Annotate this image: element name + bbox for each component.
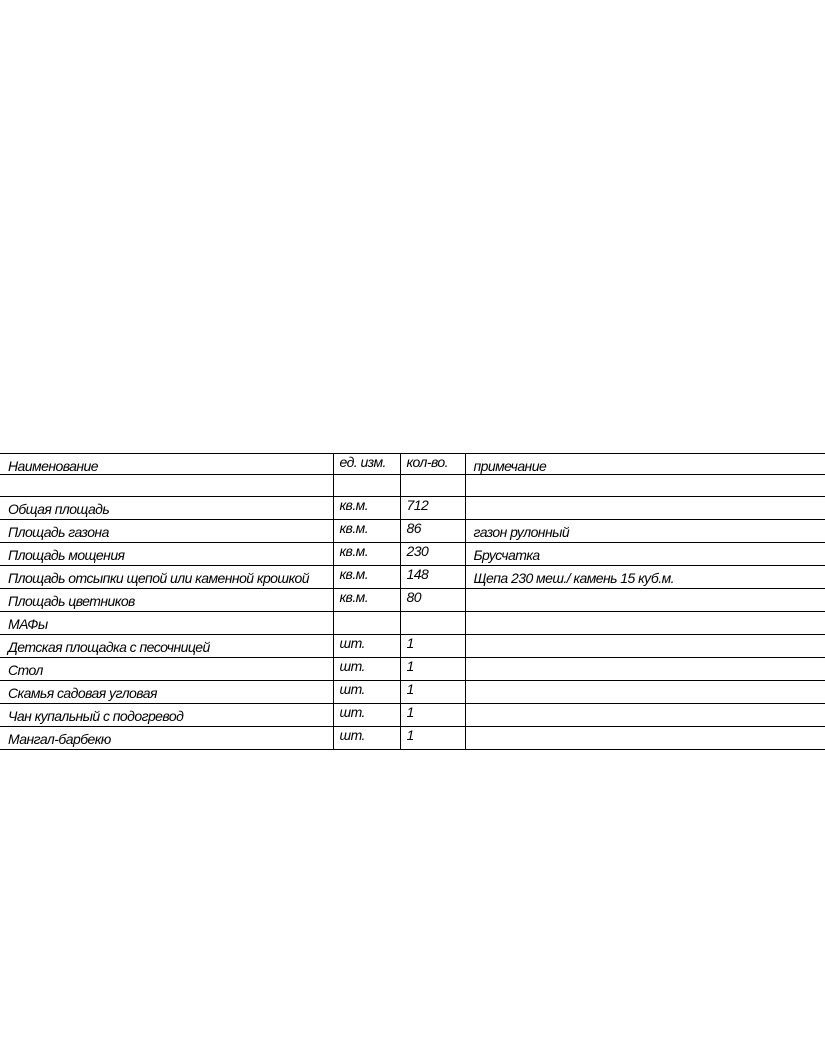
table-row	[0, 475, 825, 497]
note-cell	[465, 704, 825, 727]
table-body	[0, 454, 825, 750]
name-text: Общая площадь	[8, 501, 110, 517]
name-text: Скамья садовая угловая	[8, 685, 157, 701]
specification-table	[0, 453, 825, 750]
unit-cell	[333, 612, 400, 635]
qty-text: 86	[406, 520, 421, 536]
note-cell	[465, 475, 825, 497]
qty-cell	[400, 497, 465, 520]
table-row	[0, 704, 825, 727]
header-unit-cell	[333, 454, 400, 475]
qty-text: 1	[406, 681, 414, 697]
qty-text: 1	[406, 658, 414, 674]
qty-cell	[400, 520, 465, 543]
unit-cell	[333, 727, 400, 750]
qty-text: 1	[406, 727, 414, 743]
qty-cell	[400, 681, 465, 704]
note-cell	[465, 520, 825, 543]
unit-cell	[333, 520, 400, 543]
table-header-row	[0, 454, 825, 475]
qty-cell	[400, 658, 465, 681]
note-cell	[465, 681, 825, 704]
unit-text: шт.	[339, 635, 365, 651]
unit-cell	[333, 681, 400, 704]
name-text: Площадь газона	[8, 524, 109, 540]
table-row	[0, 589, 825, 612]
name-text: Площадь цветников	[8, 593, 135, 609]
qty-text: 148	[406, 566, 429, 582]
unit-text: кв.м.	[339, 543, 369, 559]
note-text: Брусчатка	[473, 547, 540, 563]
note-cell	[465, 727, 825, 750]
note-cell	[465, 635, 825, 658]
name-cell	[0, 681, 333, 704]
unit-text: кв.м.	[339, 589, 369, 605]
qty-cell	[400, 635, 465, 658]
table-row	[0, 520, 825, 543]
name-text: Площадь мощения	[8, 547, 125, 563]
table-row	[0, 497, 825, 520]
name-text: МАФы	[8, 616, 48, 632]
name-cell	[0, 475, 333, 497]
note-cell	[465, 658, 825, 681]
header-qty-cell	[400, 454, 465, 475]
unit-cell	[333, 566, 400, 589]
name-cell	[0, 543, 333, 566]
unit-cell	[333, 635, 400, 658]
unit-text: шт.	[339, 704, 365, 720]
unit-cell	[333, 589, 400, 612]
qty-cell	[400, 727, 465, 750]
note-cell	[465, 589, 825, 612]
qty-cell	[400, 612, 465, 635]
unit-cell	[333, 543, 400, 566]
note-cell	[465, 497, 825, 520]
unit-text: шт.	[339, 681, 365, 697]
name-cell	[0, 520, 333, 543]
unit-text: кв.м.	[339, 520, 369, 536]
name-text: Площадь отсыпки щепой или каменной крошкой	[8, 570, 310, 586]
note-cell	[465, 566, 825, 589]
note-text: газон рулонный	[473, 524, 570, 540]
name-text: Детская площадка с песочницей	[8, 639, 210, 655]
table-row	[0, 635, 825, 658]
qty-cell	[400, 566, 465, 589]
header-name-cell	[0, 454, 333, 475]
qty-text: 80	[406, 589, 421, 605]
table-row	[0, 543, 825, 566]
unit-cell	[333, 704, 400, 727]
unit-cell	[333, 497, 400, 520]
qty-text: 1	[406, 635, 414, 651]
header-name: Наименование	[8, 458, 99, 474]
name-cell	[0, 704, 333, 727]
unit-text: шт.	[339, 658, 365, 674]
qty-text: 1	[406, 704, 414, 720]
qty-text: 712	[406, 497, 429, 513]
unit-text: шт.	[339, 727, 365, 743]
name-cell	[0, 635, 333, 658]
unit-cell	[333, 475, 400, 497]
header-unit: ед. изм.	[339, 454, 386, 470]
name-cell	[0, 612, 333, 635]
name-text: Стол	[8, 662, 43, 678]
note-cell	[465, 543, 825, 566]
qty-cell	[400, 543, 465, 566]
header-note-cell	[465, 454, 825, 475]
table-row	[0, 681, 825, 704]
name-cell	[0, 566, 333, 589]
name-text: Мангал-барбекю	[8, 731, 111, 747]
table-row	[0, 658, 825, 681]
name-cell	[0, 589, 333, 612]
qty-cell	[400, 475, 465, 497]
table-row	[0, 566, 825, 589]
qty-cell	[400, 589, 465, 612]
unit-text: кв.м.	[339, 566, 369, 582]
header-qty: кол-во.	[406, 454, 448, 470]
note-cell	[465, 612, 825, 635]
unit-text: кв.м.	[339, 497, 369, 513]
name-cell	[0, 727, 333, 750]
qty-text: 230	[406, 543, 429, 559]
note-text: Щепа 230 меш./ камень 15 куб.м.	[473, 570, 674, 586]
unit-cell	[333, 658, 400, 681]
header-note: примечание	[473, 458, 547, 474]
name-cell	[0, 497, 333, 520]
table-row	[0, 612, 825, 635]
name-cell	[0, 658, 333, 681]
table-row	[0, 727, 825, 750]
qty-cell	[400, 704, 465, 727]
name-text: Чан купальный с подогревод	[8, 708, 184, 724]
